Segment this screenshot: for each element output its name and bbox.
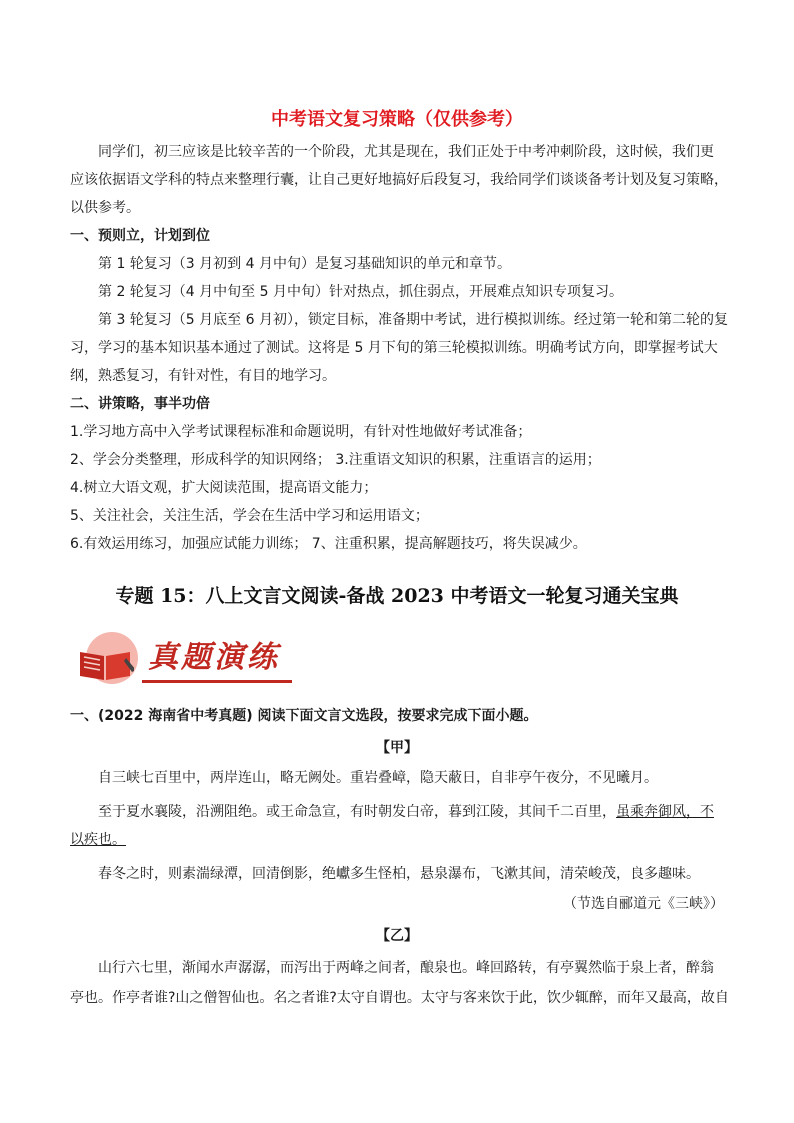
strategy-title: 中考语文复习策略（仅供参考） — [271, 109, 523, 130]
round1-text: 第 1 轮复习（3 月初到 4 月中旬）是复习基础知识的单元和章节。 — [98, 256, 511, 272]
book-icon — [76, 648, 134, 682]
passage-jia-label: 【甲】 — [376, 740, 418, 756]
tip-line-3: 4.树立大语文观，扩大阅读范围，提高语文能力； — [70, 480, 378, 496]
intro-line-1: 同学们，初三应该是比较辛苦的一个阶段，尤其是现在，我们正处于中考冲刺阶段，这时候，我们更 — [98, 144, 714, 160]
tip-line-1: 1.学习地方高中入学考试课程标准和命题说明，有针对性地做好考试准备； — [70, 424, 532, 440]
question-heading: 一、(2022 海南省中考真题) 阅读下面文言文选段，按要求完成下面小题。 — [70, 708, 538, 724]
round3-line-1: 第 3 轮复习（5 月底至 6 月初），锁定目标，准备期中考试，进行模拟训练。经过第一轮和第二轮的复 — [98, 312, 728, 328]
yi-line-2: 亭也。作亭者谁?山之僧智仙也。名之者谁?太守自谓也。太守与客来饮于此，饮少辄醉，而年又最高，故自 — [70, 990, 729, 1006]
passage-yi-label: 【乙】 — [376, 928, 418, 944]
tip-line-4: 5、关注社会，关注生活，学会在生活中学习和运用语文； — [70, 508, 429, 524]
topic-title: 专题 15：八上文言文阅读-备战 2023 中考语文一轮复习通关宝典 — [115, 585, 679, 607]
round3-line-2: 习，学习的基本知识基本通过了测试。这将是 5 月下旬的第三轮模拟训练。明确考试方向，即掌握考试大 — [70, 340, 718, 356]
badge-underline — [142, 680, 292, 683]
jia-paragraph-2-line-2 — [70, 826, 730, 854]
intro-line-2: 应该依据语文学科的特点来整理行囊，让自己更好地搞好后段复习，我给同学们谈谈备考计划及复习策略， — [70, 172, 728, 188]
section-badge — [72, 628, 292, 690]
underlined-sentence-part-1: 虽乘奔御风，不 — [616, 804, 714, 820]
jia-paragraph-2-text: 至于夏水襄陵，沿溯阻绝。或王命急宣，有时朝发白帝，暮到江陵，其间千二百里， — [98, 804, 616, 820]
tip-line-5: 6.有效运用练习，加强应试能力训练； 7、注重积累，提高解题技巧，将失误减少。 — [70, 536, 587, 552]
round3-line-3: 纲，熟悉复习，有针对性，有目的地学习。 — [70, 368, 336, 384]
tip-line-2: 2、学会分类整理，形成科学的知识网络； 3.注重语文知识的积累，注重语言的运用； — [70, 452, 601, 468]
intro-line-3: 以供参考。 — [70, 200, 140, 216]
round2-text: 第 2 轮复习（4 月中旬至 5 月中旬）针对热点，抓住弱点，开展难点知识专项复习。 — [98, 284, 623, 300]
underlined-sentence-part-2: 以疾也。 — [70, 832, 126, 848]
jia-paragraph-3: 春冬之时，则素湍绿潭，回清倒影，绝巘多生怪柏，悬泉瀑布，飞漱其间，清荣峻茂，良多趣味。 — [98, 866, 700, 882]
jia-source: （节选自郦道元《三峡》） — [563, 896, 724, 912]
jia-paragraph-2-line-1 — [98, 798, 758, 826]
yi-line-1: 山行六七里，渐闻水声潺潺，而泻出于两峰之间者，酿泉也。峰回路转，有亭翼然临于泉上者，醉翁 — [98, 960, 714, 976]
section2-heading: 二、讲策略，事半功倍 — [70, 396, 210, 412]
jia-paragraph-1: 自三峡七百里中，两岸连山，略无阙处。重岩叠嶂，隐天蔽日，自非亭午夜分，不见曦月。 — [98, 770, 658, 786]
badge-text: 真题演练 — [148, 640, 280, 675]
section1-heading: 一、预则立，计划到位 — [70, 228, 210, 244]
